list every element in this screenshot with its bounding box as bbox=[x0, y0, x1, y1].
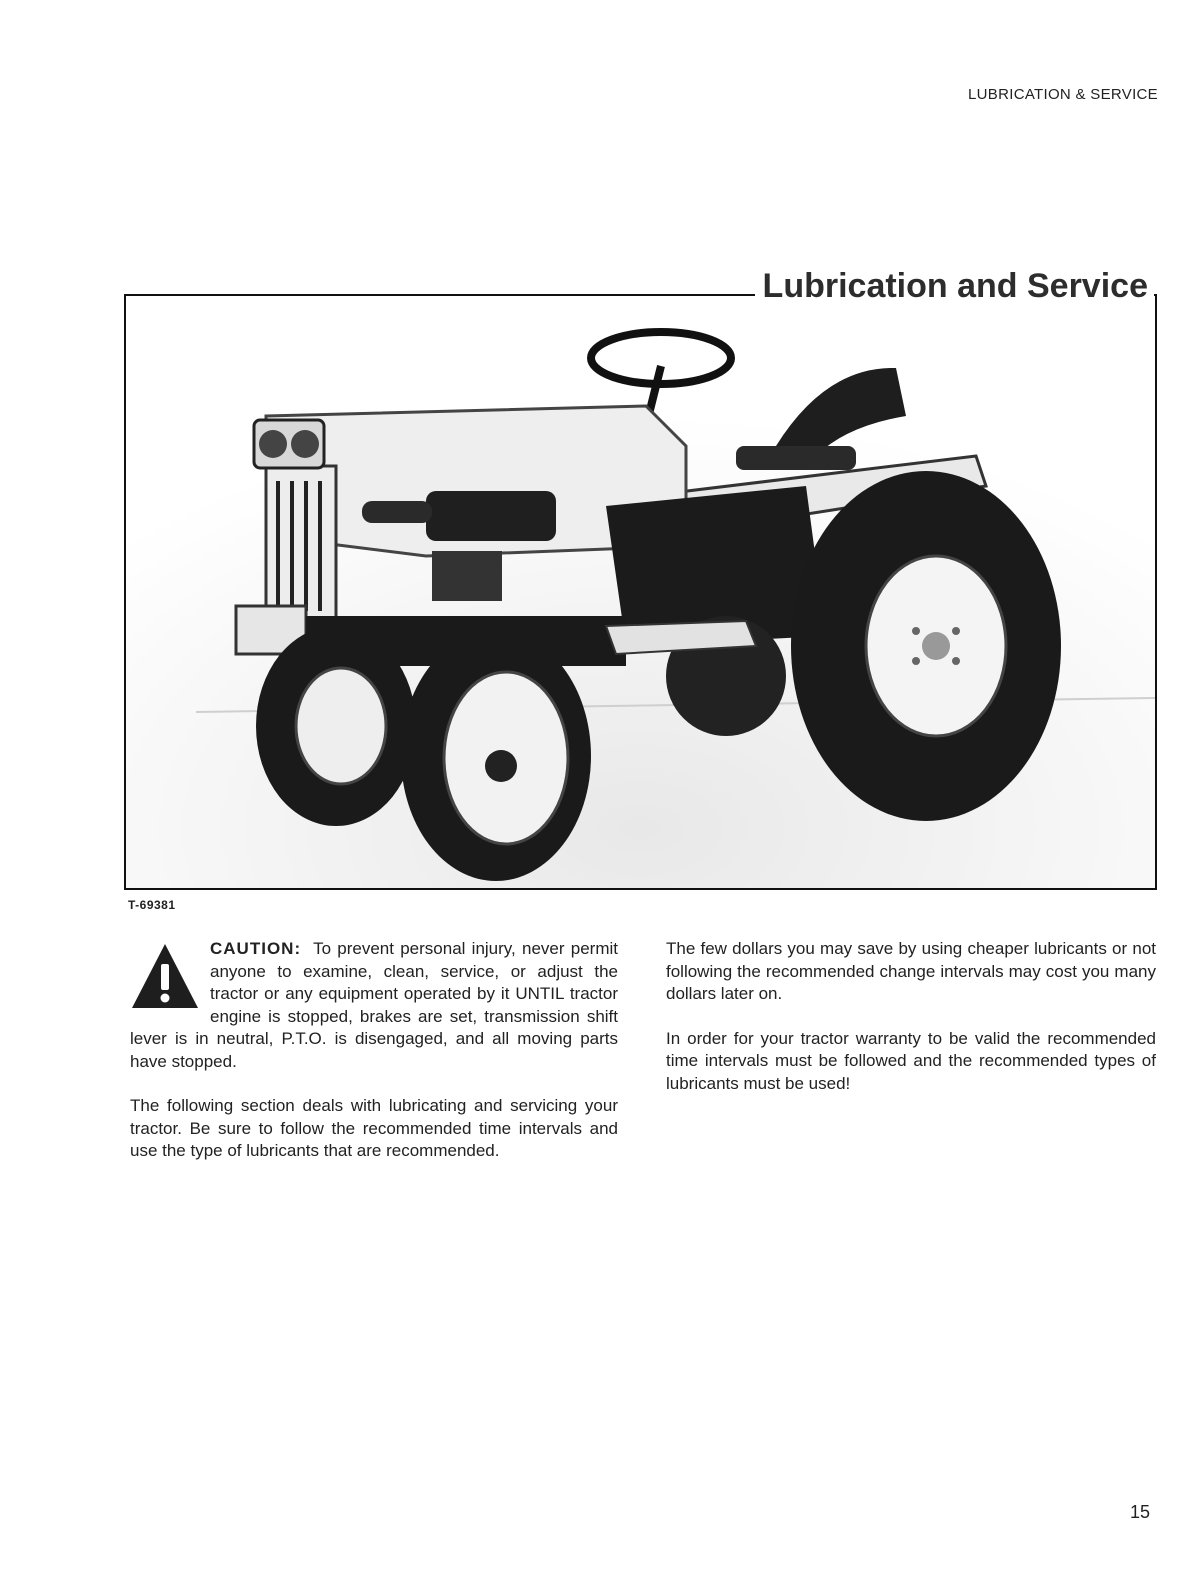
figure-frame bbox=[124, 294, 1157, 890]
caution-label: CAUTION: bbox=[210, 939, 302, 958]
right-column bbox=[666, 938, 1156, 1117]
caution-block bbox=[130, 938, 618, 1073]
figure-id: T-69381 bbox=[128, 898, 176, 912]
paragraph: In order for your tractor warranty to be valid the recommended time intervals must be followed and the recommended types of lubricants must be used! bbox=[666, 1028, 1156, 1093]
tractor-photo bbox=[126, 296, 1155, 888]
paragraph: The following section deals with lubricating and servicing your tractor. Be sure to follow the recommended time intervals and use the type of lubricants that are recommended. bbox=[130, 1096, 618, 1160]
paragraph: The few dollars you may save by using cheaper lubricants or not following the recommended change intervals may cost you many dollars later on. bbox=[666, 939, 1156, 1003]
page-title: Lubrication and Service bbox=[755, 264, 1154, 312]
left-column bbox=[130, 938, 618, 1185]
caution-text: To prevent personal injury, never permit anyone to examine, clean, service, or adjust the tractor or any equipment operated by it UNTIL tractor engine is stopped, brakes are set, transmission shift lever is in neutral, P.T.O. is disengaged, and all moving parts have stopped. bbox=[130, 939, 619, 1071]
page-number: 15 bbox=[1129, 1502, 1150, 1522]
running-header: LUBRICATION & SERVICE bbox=[968, 86, 1158, 103]
warning-triangle-icon bbox=[130, 942, 200, 1010]
